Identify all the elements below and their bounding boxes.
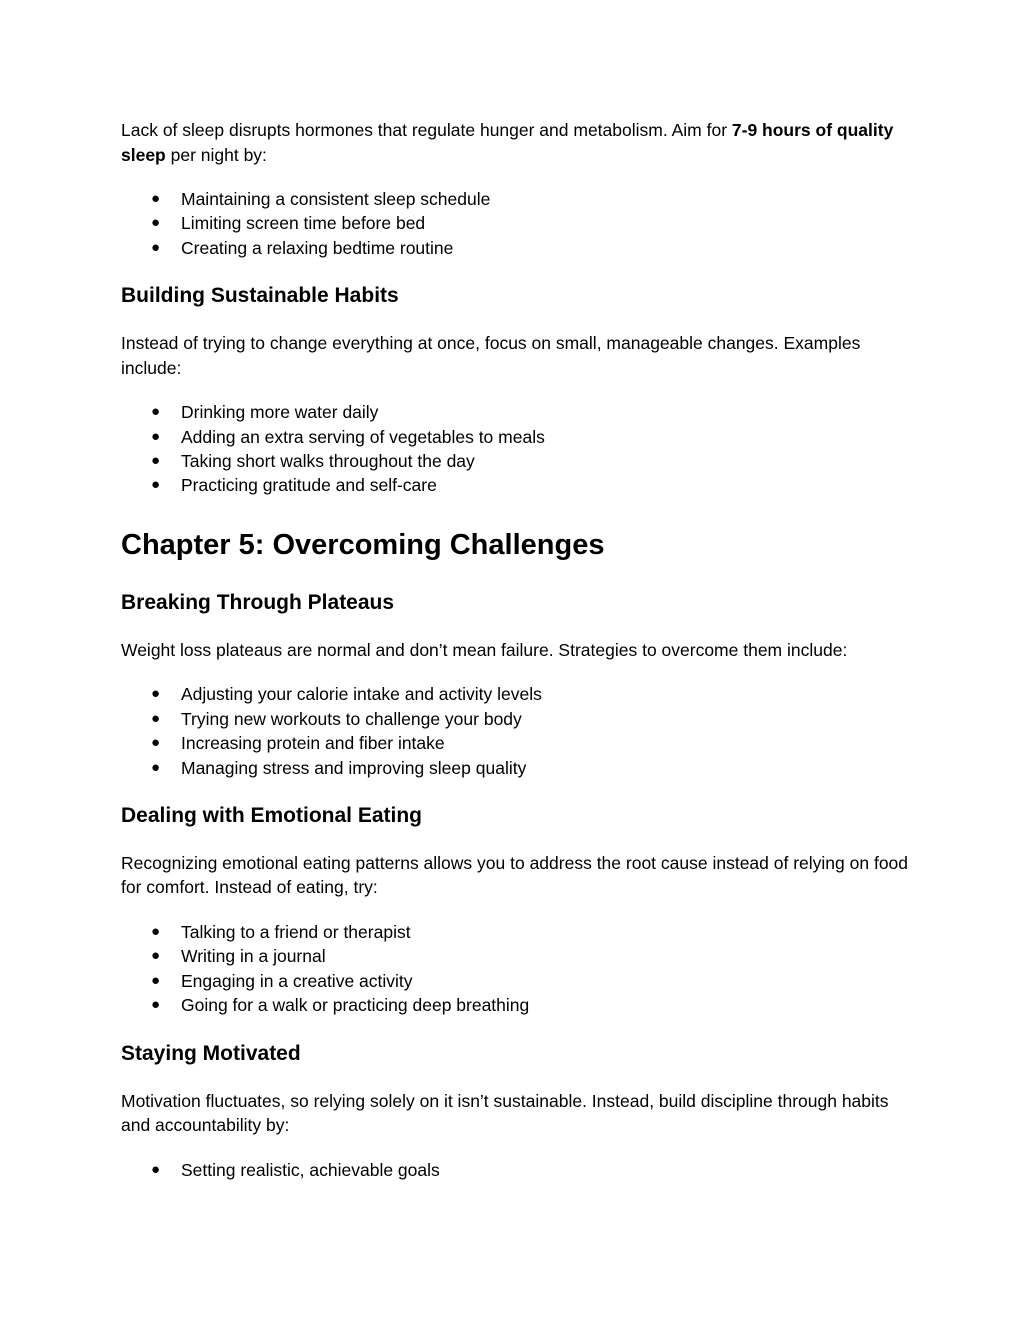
bullet-icon: ● <box>151 685 161 703</box>
bullet-icon: ● <box>151 947 161 965</box>
habits-list <box>121 400 911 498</box>
list-item: ● Adjusting your calorie intake and activity levels <box>121 682 911 706</box>
bullet-icon: ● <box>151 427 161 445</box>
motivated-list <box>121 1158 911 1182</box>
motivated-paragraph: Motivation fluctuates, so relying solely on it isn’t sustainable. Instead, build discipline through habits and accountability by: <box>121 1090 889 1136</box>
bullet-icon: ● <box>151 734 161 752</box>
plateaus-list <box>121 682 911 780</box>
list-item: ● Adding an extra serving of vegetables to meals <box>121 425 911 449</box>
bullet-icon: ● <box>151 238 161 256</box>
sleep-tips-list <box>121 187 911 260</box>
section-heading-emotional-eating: Dealing with Emotional Eating <box>121 803 423 827</box>
list-item: ● Practicing gratitude and self-care <box>121 473 911 497</box>
list-item: ● Setting realistic, achievable goals <box>121 1158 911 1182</box>
bullet-icon: ● <box>151 403 161 421</box>
sleep-intro-paragraph <box>121 118 911 167</box>
list-item: ● Engaging in a creative activity <box>121 969 911 993</box>
sleep-intro-text: Lack of sleep disrupts hormones that regulate hunger and metabolism. Aim for <box>121 120 732 140</box>
list-item: ● Trying new workouts to challenge your body <box>121 707 911 731</box>
list-item: ● Creating a relaxing bedtime routine <box>121 236 911 260</box>
list-item: ● Limiting screen time before bed <box>121 211 911 235</box>
bullet-icon: ● <box>151 190 161 207</box>
habits-paragraph: Instead of trying to change everything at once, focus on small, manageable changes. Examples include: <box>121 333 861 378</box>
list-item: ● Increasing protein and fiber intake <box>121 731 911 755</box>
bullet-icon: ● <box>151 709 161 727</box>
section-heading-motivated: Staying Motivated <box>121 1041 301 1065</box>
plateaus-paragraph: Weight loss plateaus are normal and don’t mean failure. Strategies to overcome them include: <box>121 639 848 660</box>
bullet-icon: ● <box>151 452 161 470</box>
list-item: ● Maintaining a consistent sleep schedule <box>121 187 911 211</box>
document-page <box>121 118 911 1182</box>
list-item: ● Managing stress and improving sleep quality <box>121 756 911 780</box>
bullet-icon: ● <box>151 1160 161 1178</box>
bullet-icon: ● <box>151 996 161 1014</box>
list-item: ● Drinking more water daily <box>121 400 911 424</box>
emotional-eating-list <box>121 920 911 1018</box>
section-heading-plateaus: Breaking Through Plateaus <box>121 590 395 614</box>
sleep-intro-tail: per night by: <box>165 144 267 165</box>
bullet-icon: ● <box>151 971 161 989</box>
sleep-hours-emphasis: 7-9 hours of quality sleep <box>121 120 894 165</box>
bullet-icon: ● <box>151 922 161 940</box>
chapter-title: Chapter 5: Overcoming Challenges <box>121 528 605 561</box>
bullet-icon: ● <box>151 758 161 776</box>
emotional-eating-paragraph: Recognizing emotional eating patterns allows you to address the root cause instead of relying on food for comfort. Instead of eating, try: <box>121 852 909 898</box>
bullet-icon: ● <box>151 214 161 232</box>
list-item: ● Writing in a journal <box>121 944 911 968</box>
bullet-icon: ● <box>151 476 161 494</box>
list-item: ● Talking to a friend or therapist <box>121 920 911 944</box>
section-heading-habits: Building Sustainable Habits <box>121 284 399 308</box>
list-item: ● Going for a walk or practicing deep breathing <box>121 993 911 1017</box>
list-item: ● Taking short walks throughout the day <box>121 449 911 473</box>
